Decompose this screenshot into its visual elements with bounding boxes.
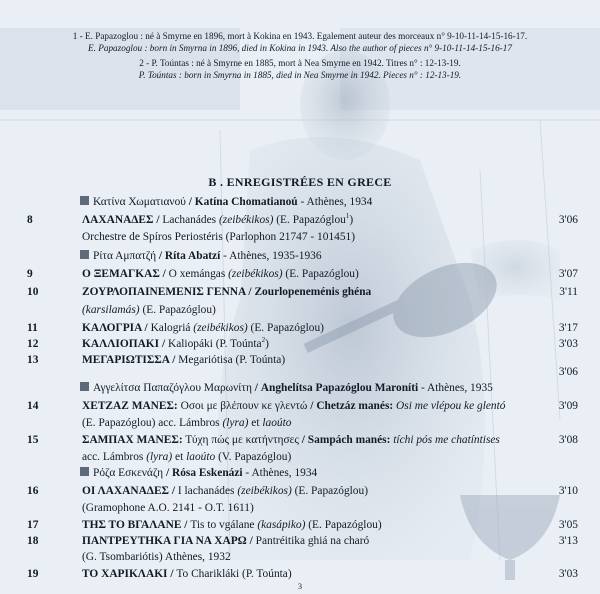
track-detail <box>0 549 600 565</box>
genre-text: (zeibékikos) <box>193 322 248 334</box>
instr-text: (lyra) <box>146 451 173 463</box>
track-text <box>82 517 382 533</box>
slash-text: / <box>169 354 179 366</box>
latin-text: O xemángas <box>168 268 226 280</box>
greek-text: Ρόζα Εσκενάζη <box>93 467 164 479</box>
track-text <box>82 398 506 414</box>
artist-heading <box>0 465 600 481</box>
num-text: 18 <box>27 535 39 547</box>
footnote-2 <box>0 57 600 81</box>
slash-text: / <box>245 286 255 298</box>
square-bullet-icon <box>80 467 89 476</box>
latin-text: Katína Chomatianoú <box>194 196 298 208</box>
num-text: 19 <box>27 568 39 580</box>
slash-text: / <box>141 322 151 334</box>
track-row <box>0 212 600 228</box>
genre-text: (zeibékikos) <box>237 485 292 497</box>
duration-text: 3'11 <box>559 286 578 298</box>
track-text <box>80 248 322 264</box>
num-text: 11 <box>27 322 38 334</box>
track-text <box>82 266 359 282</box>
text-text: (Gramophone A.O. 2141 - O.T. 1611) <box>82 502 254 514</box>
track-text <box>82 483 368 499</box>
square-bullet-icon <box>80 250 89 259</box>
duration-text: 3'06 <box>558 366 578 378</box>
and-text: et <box>175 451 184 463</box>
text-text: Orchestre de Spíros Periostéris (Parlophon 21747 - 101451) <box>82 231 356 243</box>
slash-text: / <box>246 535 256 547</box>
num-text: 8 <box>27 214 33 226</box>
acc-text: acc. Lámbros <box>158 417 220 429</box>
track-row <box>0 336 600 352</box>
duration-text: 3'03 <box>558 338 578 350</box>
composer-text: (E. Papazóglou <box>276 214 346 226</box>
slash-text: / <box>185 196 195 208</box>
latin-text: Tis to vgálane <box>190 519 255 531</box>
close-text: ) <box>265 338 269 350</box>
composer-text: (E. Papazóglou) <box>250 322 324 334</box>
instr2-text: laoúto <box>262 417 292 429</box>
track-row <box>0 266 600 282</box>
genre-text: (zeibékikos) <box>218 214 274 226</box>
greek-text: ΤΟ ΧΑΡΙΚΛΑΚΙ <box>82 568 168 580</box>
track-duration: 3'06 <box>558 214 578 226</box>
track-text <box>82 212 353 228</box>
place-text: Athènes, 1934 <box>251 467 318 479</box>
greek-text: ΣΑΜΠΑΧ ΜΑΝΕΣ: <box>82 434 183 446</box>
greek-text: Ρίτα Αμπατζή <box>93 250 157 262</box>
greek-text: ΖΟΥΡΛΟΠΑΙΝΕΜΕΝΙΣ ΓΕΝΝΑ <box>82 286 246 298</box>
track-text <box>82 533 369 549</box>
genre-text: (karsilamás) <box>82 304 140 316</box>
footnote-1-en: E. Papazoglou : born in Smyrna in 1896, died in Kokina in 1943. Also the author of pieces n° 9-10-11-14-15-16-17 <box>88 43 512 53</box>
track-row <box>0 566 600 582</box>
latin-text: Pantréitika ghiá na charó <box>255 535 370 547</box>
track-text <box>80 194 372 210</box>
dash-text: - <box>220 250 230 262</box>
slash-text: / <box>153 214 163 226</box>
track-text <box>82 432 500 448</box>
duration-text: 3'17 <box>558 322 578 334</box>
dash-text: - <box>242 467 252 479</box>
latin-text: I lachanádes <box>177 485 235 497</box>
genre-text: (kasápiko) <box>257 519 306 531</box>
dash-text: - <box>418 382 428 394</box>
composer-text: (E. Papazóglou) <box>285 268 359 280</box>
place-text: Athènes, 1934 <box>306 196 373 208</box>
track-text <box>82 449 291 465</box>
footnote-2-en: P. Toúntas : born in Smyrna in 1885, died in Nea Smyrne in 1942. Pieces n° : 12-13-19. <box>138 70 462 80</box>
footnote-1 <box>0 30 600 54</box>
num-text: 15 <box>27 434 39 446</box>
composer-text: (E. Papazóglou) <box>82 417 156 429</box>
track-detail <box>0 302 600 318</box>
num-text: 10 <box>27 286 39 298</box>
latin-text: Chetzáz manés: <box>316 400 394 412</box>
slash-text: / <box>169 485 178 497</box>
track-row <box>0 284 600 300</box>
track-row <box>0 517 600 533</box>
instr-text: (lyra) <box>222 417 249 429</box>
page-number: 3 <box>298 582 302 591</box>
close-text: ) <box>349 214 354 226</box>
latin-text: Kalogriá <box>150 322 191 334</box>
duration-text: 3'07 <box>558 268 578 280</box>
composer-text: (E. Papazóglou) <box>294 485 368 497</box>
slash-text: / <box>307 400 317 412</box>
greek-text: Αγγελίτσα Παπαζόγλου Μαρωνίτη <box>93 382 252 394</box>
greek-lyric-text: Τύχη πώς με κατήντησες <box>185 434 299 446</box>
and-text: et <box>251 417 260 429</box>
composer-text: (E. Papazóglou) <box>308 519 382 531</box>
track-text <box>80 380 493 396</box>
greek-text: ΛΑΧΑΝΑΔΕΣ <box>82 214 154 226</box>
artist-heading <box>0 194 600 210</box>
footnote-1-fr: 1 - E. Papazoglou : né à Smyrne en 1896, mort à Kokina en 1943. Egalement auteur des morceaux n° 9-10-11-14-15-16-17. <box>72 31 528 41</box>
section-title: B . ENREGISTRÉES EN GRECE <box>208 175 392 189</box>
track-text <box>82 415 291 431</box>
greek-text: ΜΕΓΑΡΙΩΤΙΣΣΑ <box>82 354 170 366</box>
latin-text: To Charikláki <box>176 568 240 580</box>
track-text <box>82 320 324 336</box>
text-text: (G. Tsombariótis) Athènes, 1932 <box>82 551 231 563</box>
duration-text: 3'13 <box>558 535 578 547</box>
num-text: 13 <box>27 354 39 366</box>
slash-text: / <box>156 250 165 262</box>
track-detail <box>0 500 600 516</box>
track-detail <box>0 229 600 245</box>
greek-text: ΤΗΣ ΤΟ ΒΓΑΛΑΝΕ <box>82 519 182 531</box>
num-text: 9 <box>27 268 33 280</box>
duration-text: 3'08 <box>558 434 578 446</box>
track-detail <box>0 449 600 465</box>
slash-text: / <box>167 568 177 580</box>
composer-text: (P. Toúnta) <box>242 568 292 580</box>
track-text <box>82 284 371 300</box>
track-text <box>82 566 292 582</box>
acc-text: acc. Lámbros <box>82 451 144 463</box>
track-text <box>82 302 216 318</box>
genre-text: (zeibékikos) <box>228 268 283 280</box>
duration-text: 3'10 <box>558 485 578 497</box>
ref-text: 2 <box>261 336 266 345</box>
num-text: 16 <box>27 485 39 497</box>
greek-text: ΚΑΛΛΙΟΠΑΚΙ <box>82 338 160 350</box>
square-bullet-icon <box>80 196 89 205</box>
latin-text: Zourlopeneménis ghéna <box>254 286 372 298</box>
greek-text: ΚΑΛΟΓΡΙΑ <box>82 322 142 334</box>
slash-text: / <box>251 382 261 394</box>
track-text <box>80 465 317 481</box>
latin-text: Rósa Eskenázi <box>172 467 243 479</box>
place-text: Athènes, 1935-1936 <box>229 250 322 262</box>
artist-heading <box>0 380 600 396</box>
slash-text: / <box>181 519 191 531</box>
track-duration-row <box>0 364 600 380</box>
greek-text: ΧΕΤΖΑΖ ΜΑΝΕΣ: <box>82 400 178 412</box>
track-row <box>0 398 600 414</box>
greek-lyric-text: Οσοι με βλέπουν κε γλεντώ <box>180 400 308 412</box>
track-detail <box>0 415 600 431</box>
num-text: 17 <box>27 519 39 531</box>
greek-text: ΟΙ ΛΑΧΑΝΑΔΕΣ <box>82 485 169 497</box>
track-row <box>0 533 600 549</box>
latin-lyric-text: tíchi pós me chatíntises <box>393 434 500 446</box>
slash-text: / <box>159 268 169 280</box>
track-row <box>0 483 600 499</box>
duration-text: 3'03 <box>558 568 578 580</box>
square-bullet-icon <box>80 382 89 391</box>
num-text: 14 <box>27 400 39 412</box>
latin-text: Megariótisa <box>178 354 233 366</box>
latin-text: Anghelítsa Papazóglou Maroníti <box>260 382 419 394</box>
composer-text: (P. Toúnta) <box>235 354 286 366</box>
latin-text: Sampách manés: <box>307 434 391 446</box>
instr2-text: laoúto <box>186 451 216 463</box>
ref-text: 1 <box>345 212 350 221</box>
greek-text: Ο ΞΕΜΑΓΚΑΣ <box>82 268 160 280</box>
slash-text: / <box>159 338 168 350</box>
track-text <box>82 336 269 352</box>
slash-text: / <box>163 467 172 479</box>
composer-text: (P. Toúnta <box>215 338 262 350</box>
track-row <box>0 432 600 448</box>
duration-text: 3'05 <box>558 519 578 531</box>
dash-text: - <box>297 196 307 208</box>
artist-heading <box>0 248 600 264</box>
footnotes <box>0 30 600 84</box>
greek-text: ΠΑΝΤΡΕΥΤΗΚΑ ΓΙΑ ΝΑ ΧΑΡΩ <box>82 535 247 547</box>
latin-text: Ríta Abatzí <box>164 250 221 262</box>
place-text: Athènes, 1935 <box>427 382 493 394</box>
greek-text: Κατίνα Χωματιανού <box>93 196 186 208</box>
composer-text: (V. Papazóglou) <box>218 451 292 463</box>
num-text: 12 <box>27 338 39 350</box>
latin-text: Kaliopáki <box>167 338 213 350</box>
duration-text: 3'09 <box>558 400 578 412</box>
track-row <box>0 320 600 336</box>
slash-text: / <box>298 434 308 446</box>
latin-text: Lachanádes <box>162 214 217 226</box>
footnote-2-fr: 2 - P. Toúntas : né à Smyrne en 1885, mort à Nea Smyrne en 1942. Titres n° : 12-13-19. <box>139 58 461 68</box>
composer-text: (E. Papazóglou) <box>142 304 216 316</box>
latin-lyric-text: Osi me vlépou ke glentó <box>396 400 506 412</box>
